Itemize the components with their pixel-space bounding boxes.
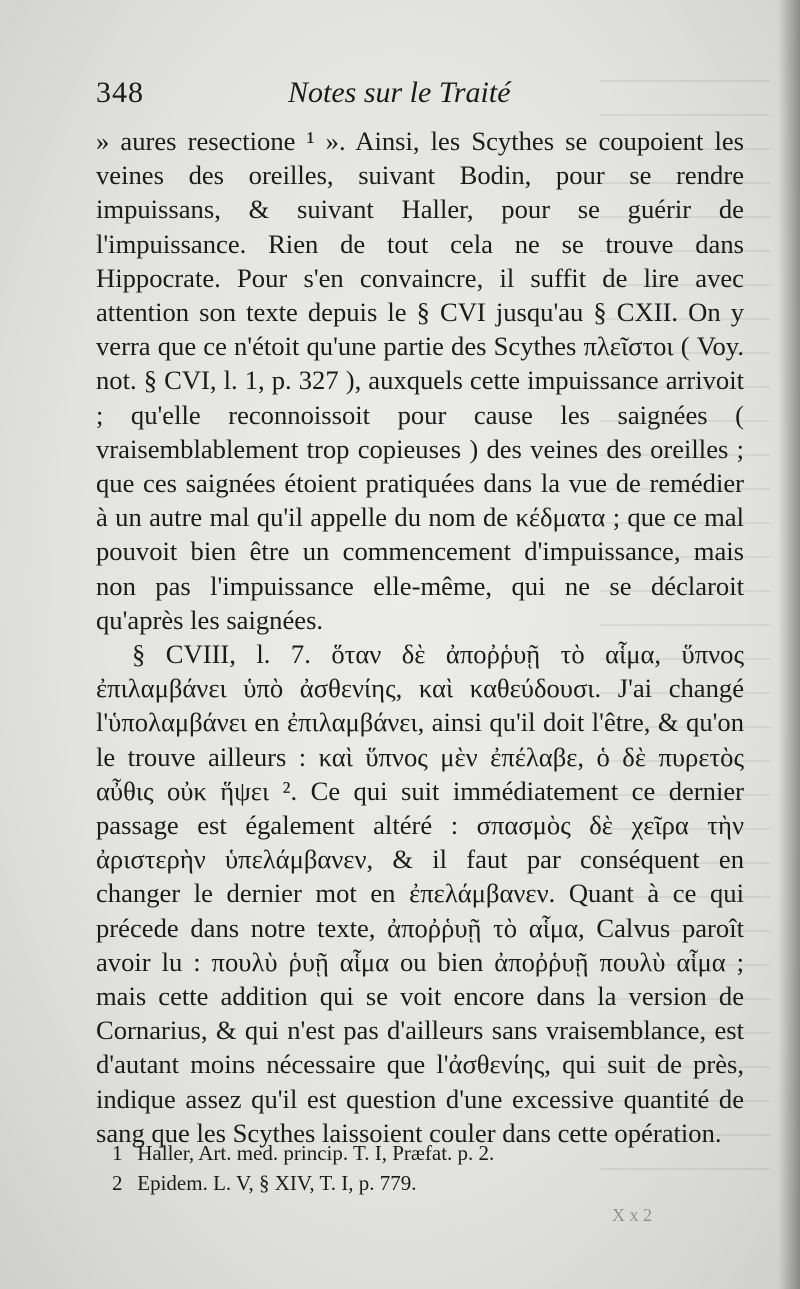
footnotes [112, 1138, 742, 1198]
paragraph: » aures resectione ¹ ». Ainsi, les Scythes se coupoient les veines des oreilles, suivant Bodin, pour se rendre impuissans, & suivant Haller, pour se guérir de l'impuissance. Rien de tout cela ne se trouve dans Hippocrate. Pour s'en convaincre, il suffit de lire avec attention son texte depuis le § CVI jusqu'au § CXII. On y verra que ce n'étoit qu'une partie des Scythes πλεῖστοι ( Voy. not. § CVI, l. 1, p. 327 ), auxquels cette impuissance arrivoit ; qu'elle reconnoissoit pour cause les saignées ( vraisemblablement trop copieuses ) des veines des oreilles ; que ces saignées étoient pratiquées dans la vue de remédier à un autre mal qu'il appelle du nom de κέδματα ; que ce mal pouvoit bien être un commencement d'impuissance, mais non pas l'impuissance elle-même, qui ne se déclaroit qu'après les saignées. [96, 126, 744, 635]
page-number: 348 [96, 76, 144, 109]
footnote-text: Haller, Art. med. princip. T. I, Præfat. p. 2. [137, 1141, 495, 1165]
running-title: Notes sur le Traité [288, 76, 511, 109]
footnote-mark: 2 [112, 1171, 123, 1195]
page-edge-shadow [778, 0, 800, 1289]
signature-mark: X x 2 [612, 1205, 652, 1225]
paragraph: § CVIII, l. 7. ὅταν δὲ ἀποῤῥυῇ τὸ αἷμα, ὕπνος ἐπιλαμβάνει ὑπὸ ἀσθενίης, καὶ καθεύδουσι. J'ai changé l'ὑπολαμβάνει en ἐπιλαμβάνει, ainsi qu'il doit l'être, & qu'on le trouve ailleurs : καὶ ὕπνος μὲν ἐπέλαβε, ὁ δὲ πυρετὸς αὖθις οὐκ ἥψει ². Ce qui suit immédiatement ce dernier passage est également altéré : σπασμὸς δὲ χεῖρα τὴν ἀριστερὴν ὑπελάμβανεν, & il faut par conséquent en changer le dernier mot en ἐπελάμβανεν. Quant à ce qui précede dans notre texte, ἀποῤῥυῇ τὸ αἷμα, Calvus paroît avoir lu : πουλὺ ῥυῇ αἷμα ou bien ἀποῤῥυῇ πουλὺ αἷμα ; mais cette addition qui se voit encore dans la version de Cornarius, & qui n'est pas d'ailleurs sans vraisemblance, est d'autant moins nécessaire que l'ἀσθενίης, qui suit de près, indique assez qu'il est question d'une excessive quantité de sang que les Scythes laissoient couler dans cette opération. [96, 639, 744, 1148]
page-header [96, 76, 746, 116]
footnote [112, 1138, 742, 1168]
footnote-mark: 1 [112, 1141, 123, 1165]
main-text [96, 124, 744, 1150]
footnote [112, 1168, 742, 1198]
footnote-text: Epidem. L. V, § XIV, T. I, p. 779. [137, 1171, 417, 1195]
